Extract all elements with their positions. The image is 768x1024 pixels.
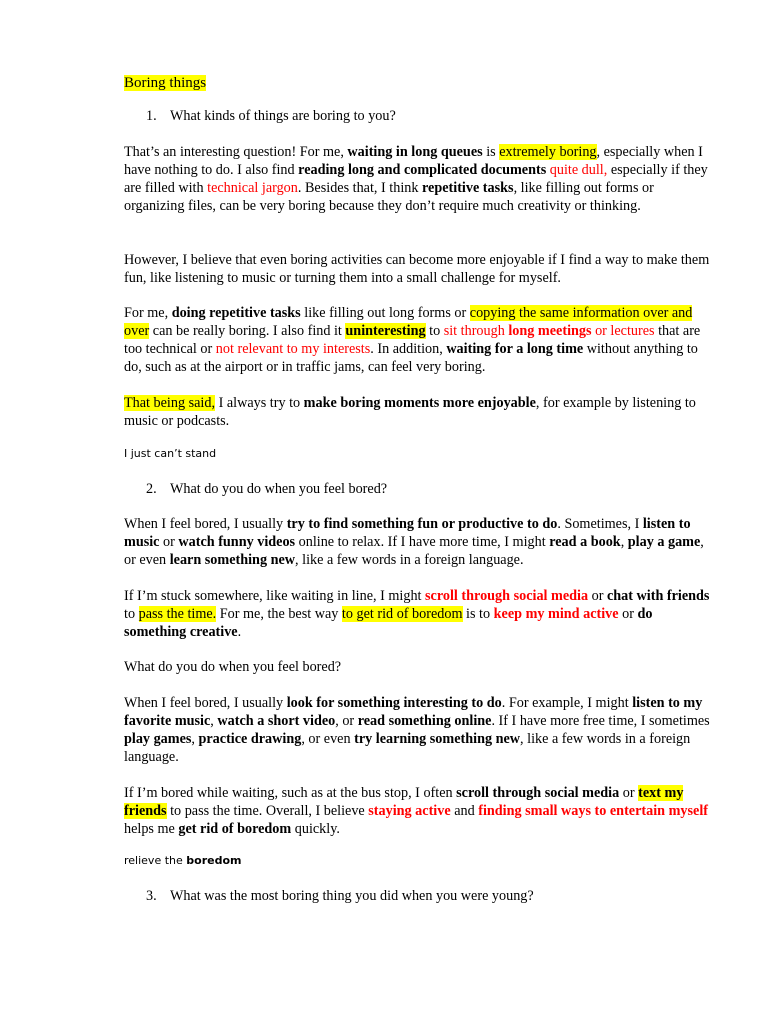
note-phrase-1 [124,447,216,461]
paragraph-text [124,515,716,569]
question-1: 1. What kinds of things are boring to you? [146,108,396,124]
text-run: play games [124,731,192,747]
paragraph-text [124,658,716,676]
text-run: . In addition, [370,341,447,357]
text-run: without anything to do, such as at the airport or in traffic jams, can feel very boring. [124,341,698,375]
text-run: to get rid of boredom [341,606,463,622]
text-run: online to relax. If I have more time, I might [295,534,550,550]
text-run: or [618,606,638,622]
text-run: What do you do when you feel bored? [124,659,342,675]
text-run: , like filling out forms or organizing files, can be very boring because they don’t require much creativity or thinking. [124,180,654,214]
text-run: can be really boring. I also find it [149,323,346,339]
text-run: waiting for a long time [446,341,584,357]
text-run: try learning something new [354,731,521,747]
text-run: , like a few words in a foreign language. [124,731,691,765]
text-run: that are too technical or [124,323,701,357]
text-run: finding small ways to entertain myself [478,803,708,819]
text-run: technical jargon [207,180,298,196]
text-run: , especially when I have nothing to do. I also find [124,144,703,178]
text-run: practice drawing [198,731,302,747]
text-run: doing repetitive tasks [171,305,301,321]
text-run: . Besides that, I think [297,180,423,196]
text-run: , or [335,713,358,729]
text-run: . For example, I might [501,695,633,711]
text-run: I always try to [215,395,304,411]
text-run: , or even [124,534,704,568]
text-run: waiting in long queues [347,144,483,160]
paragraph-answer-1 [124,143,716,215]
text-run: to pass the time. Overall, I believe [166,803,369,819]
note-phrase-2 [124,854,241,868]
text-run: If I’m stuck somewhere, like waiting in line, I might [124,588,426,604]
text-run: staying active [368,803,451,819]
text-run: copying the same information over and over [124,305,693,339]
text-run: When I feel bored, I usually [124,516,287,532]
paragraph-answer-1-followup [124,251,716,287]
paragraph-answer-2-alt [124,694,716,766]
paragraph-answer-2 [124,515,716,569]
text-run: pass the time. [138,606,217,622]
text-run: For me, the best way [216,606,342,622]
text-run: , for example by listening to music or podcasts. [124,395,696,429]
paragraph-text [124,587,716,641]
text-run: is [482,144,500,160]
paragraph-answer-1-alt [124,304,716,376]
paragraph-text [124,784,716,838]
paragraph-text [124,143,716,215]
text-run: scroll through social media [456,785,620,801]
text-run: read a book [549,534,621,550]
text-run: . If I have more free time, I sometimes [491,713,710,729]
text-run: extremely boring [499,144,597,160]
text-run: or [619,785,639,801]
text-run: to [425,323,444,339]
text-run: quite dull, [549,162,608,178]
text-run: listen to my favorite music [124,695,703,729]
paragraph-answer-2-followup [124,587,716,641]
text-run: try to find something fun or productive to do [286,516,558,532]
text-run: text my friends [124,785,684,819]
text-run: listen to music [124,516,691,550]
text-run: chat with friends [606,588,710,604]
document-title: Boring things [124,75,207,91]
text-run: not relevant to my interests [215,341,371,357]
text-run: That’s an interesting question! For me, [124,144,348,160]
text-run: play a game [627,534,701,550]
text-run: helps me [124,821,179,837]
text-run: quickly. [291,821,340,837]
paragraph-text [124,447,216,460]
question-2-repeat [124,658,716,676]
paragraph-text [124,394,716,430]
text-run: watch funny videos [178,534,296,550]
text-run: make boring moments more enjoyable [303,395,536,411]
text-run: uninteresting [345,323,426,339]
text-run: to [124,606,139,622]
text-run: , [191,731,199,747]
text-run: like filling out long forms or [300,305,470,321]
text-run: watch a short video [217,713,336,729]
text-run: . [237,624,242,640]
question-3: 3. What was the most boring thing you did when you were young? [146,888,534,904]
text-run: get rid of boredom [178,821,292,837]
text-run: If I’m bored while waiting, such as at the bus stop, I often [124,785,457,801]
text-run: relieve the [124,854,187,867]
text-run: For me, [124,305,172,321]
paragraph-text [124,694,716,766]
text-run: That being said, [124,395,216,411]
text-run: look for something interesting to do [286,695,502,711]
text-run: , [620,534,628,550]
text-run: , or even [301,731,355,747]
text-run: read something online [357,713,492,729]
text-run: keep my mind active [493,606,619,622]
paragraph-text [124,304,716,376]
text-run: I just can’t stand [124,447,217,460]
paragraph-answer-1-alt-followup [124,394,716,430]
text-run: boredom [186,854,242,867]
text-run: sit through [443,323,509,339]
text-run: or lectures [591,323,655,339]
text-run: When I feel bored, I usually [124,695,287,711]
text-run: learn something new [169,552,296,568]
text-run: repetitive tasks [422,180,514,196]
text-run: scroll through social media [425,588,589,604]
text-run: However, I believe that even boring activities can become more enjoyable if I find a way to make them fun, like listening to music or turning them into a small challenge for myself. [124,252,710,286]
text-run: is to [462,606,494,622]
text-run: do something creative [124,606,653,640]
text-run: especially if they are filled with [124,162,708,196]
text-run: and [450,803,479,819]
text-run: or [159,534,179,550]
text-run: . Sometimes, I [557,516,643,532]
question-2: 2. What do you do when you feel bored? [146,481,388,497]
paragraph-answer-2-alt-followup [124,784,716,838]
paragraph-text [124,251,716,287]
paragraph-text [124,854,241,867]
text-run: or [588,588,607,604]
text-run: , [210,713,218,729]
text-run: long meetings [508,323,592,339]
text-run: reading long and complicated documents [298,162,547,178]
text-run: , like a few words in a foreign language. [295,552,524,568]
